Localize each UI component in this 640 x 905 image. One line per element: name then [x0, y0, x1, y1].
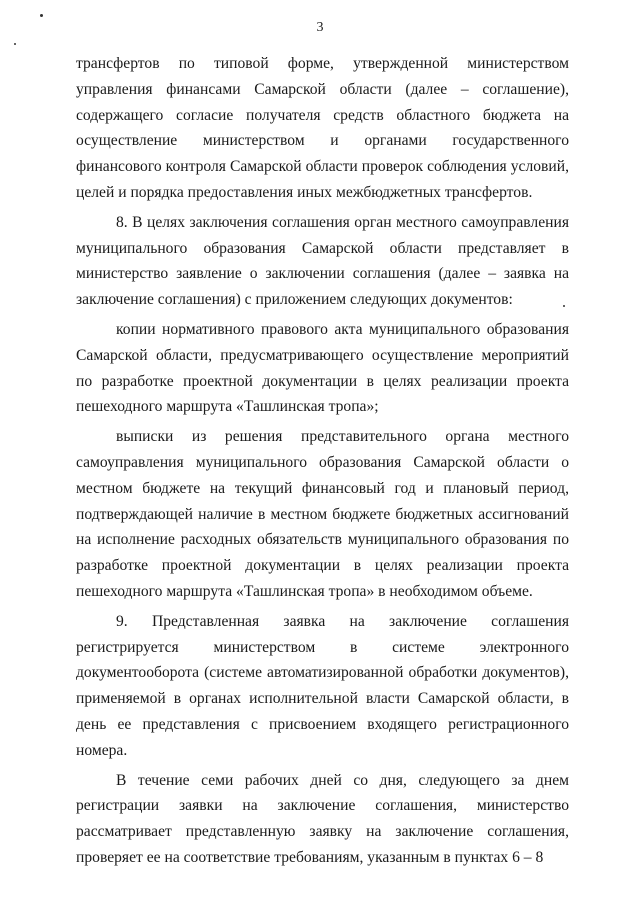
paragraph-item-8-doc-1: копии нормативного правового акта муниципального образования Самарской области, предусматривающего осуществление мероприятий по разработке проектной документации в целях реализации проекта пешеходного маршрута «Ташлинская тропа»; — [76, 320, 569, 416]
scan-speck — [14, 43, 16, 45]
paragraph-continuation: трансфертов по типовой форме, утвержденной министерством управления финансами Самарской области (далее – соглашение), содержащего согласие получателя средств областного бюджета на осуществление министерством и органами государственного финансового контроля Самарской области проверок соблюдения условий, целей и порядка предоставления иных межбюджетных трансфертов. — [76, 55, 569, 201]
page-number: 3 — [316, 20, 324, 35]
paragraph-item-8: 8. В целях заключения соглашения орган местного самоуправления муниципального образования Самарской области представляет в министерство заявление о заключении соглашения (далее – заявка на заключение соглашения) с приложением следующих документов: — [76, 213, 569, 309]
scan-speck — [40, 14, 43, 17]
paragraph-item-8-doc-2: выписки из решения представительного органа местного самоуправления муниципального образования Самарской области о местном бюджете на текущий финансовый год и плановый период, подтверждающей наличие в местном бюджете бюджетных ассигнований на исполнение расходных обязательств муниципального образования по разработке проектной документации в целях реализации проекта пешеходного маршрута «Ташлинская тропа» в необходимом объеме. — [76, 428, 569, 600]
paragraph-item-9-review: В течение семи рабочих дней со дня, следующего за днем регистрации заявки на заключение соглашения, министерство рассматривает представленную заявку на заключение соглашения, проверяет ее на соответствие требованиям, указанным в пунктах 6 – 8 — [76, 771, 569, 866]
paragraph-item-9: 9. Представленная заявка на заключение соглашения регистрируется министерством в системе электронного документооборота (системе автоматизированной обработки документов), применяемой в органах исполнительной власти Самарской области, в день ее представления с присвоением входящего регистрационного номера. — [76, 612, 569, 759]
document-body — [76, 51, 569, 871]
